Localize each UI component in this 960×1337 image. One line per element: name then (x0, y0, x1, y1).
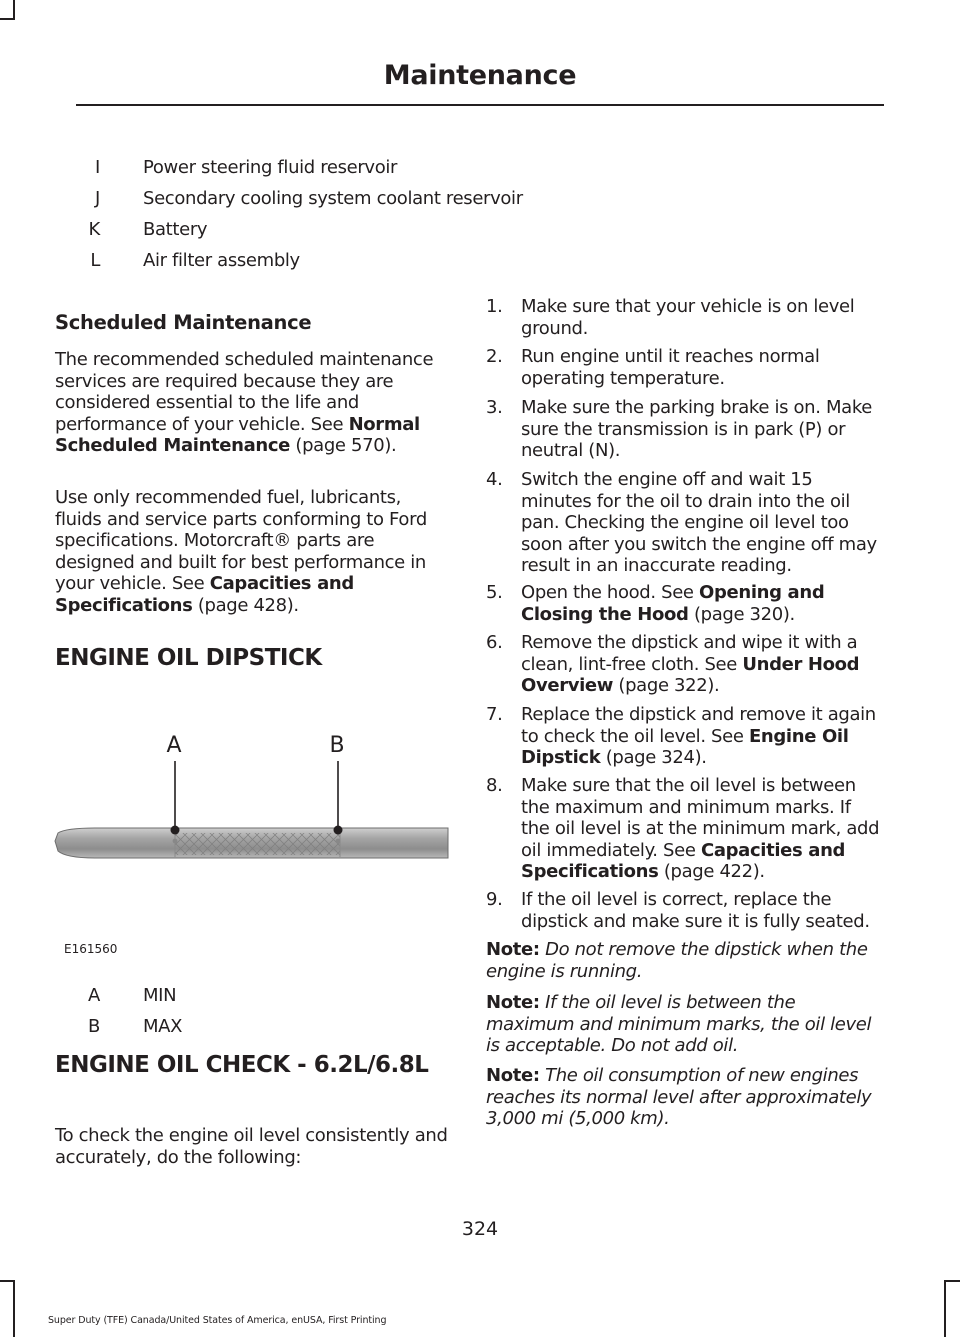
legend-key: I (95, 157, 100, 178)
step-number: 5. (486, 582, 503, 603)
legend-key: B (88, 1016, 100, 1037)
step-number: 9. (486, 889, 503, 910)
header-divider (76, 104, 884, 106)
callout-a: A (166, 733, 182, 758)
note-label: Note: (486, 939, 540, 960)
footer-text: Super Duty (TFE) Canada/United States of America, enUSA, First Printing (48, 1315, 387, 1326)
step-text (521, 775, 882, 883)
list-item (486, 582, 882, 625)
step-number: 8. (486, 775, 503, 796)
page-reference: (page 324). (600, 747, 707, 768)
legend-key: L (90, 250, 100, 271)
list-item (486, 346, 882, 389)
step-body: Replace the dipstick and remove it again to check the oil level. See (521, 704, 876, 747)
legend-label: MAX (143, 1016, 183, 1037)
engine-oil-dipstick-heading: ENGINE OIL DIPSTICK (55, 645, 322, 671)
page-number: 324 (461, 1218, 499, 1240)
legend-label: Air filter assembly (143, 250, 300, 271)
callout-b: B (329, 733, 345, 758)
list-item (486, 889, 882, 932)
engine-oil-dipstick-link[interactable]: Engine Oil Dipstick (521, 725, 849, 768)
crop-mark-bottom-right (944, 1280, 946, 1337)
note (486, 939, 882, 982)
note-text: If the oil level is between the maximum and minimum marks, the oil level is acceptable. Do not add oil. (486, 992, 872, 1056)
legend-label: Power steering fluid reservoir (143, 157, 398, 178)
note (486, 1065, 882, 1130)
paragraph-text: Use only recommended fuel, lubricants, fluids and service parts conforming to Ford specifications. Motorcraft® parts are designed and built for best performance in your vehicle. See (55, 487, 427, 594)
list-item (486, 469, 882, 577)
list-item (486, 296, 882, 339)
step-number: 4. (486, 469, 503, 490)
step-text (521, 704, 882, 769)
step-number: 7. (486, 704, 503, 725)
step-text: Make sure that your vehicle is on level ground. (521, 296, 855, 339)
normal-scheduled-maintenance-link[interactable]: Normal Scheduled Maintenance (55, 413, 420, 456)
min-mark-dot (171, 826, 180, 835)
legend-label: Secondary cooling system coolant reservoir (143, 188, 523, 209)
step-body: Make sure that the oil level is between the maximum and minimum marks. If the oil level is at the minimum mark, add oil immediately. See (521, 775, 880, 861)
crop-mark-top-left (0, 18, 15, 20)
capacities-specifications-link[interactable]: Capacities and Specifications (55, 573, 354, 616)
step-text: Switch the engine off and wait 15 minutes for the oil to drain into the oil pan. Checking the engine oil level too soon after you switch the engine off may result in an inaccurate reading. (521, 469, 877, 576)
legend-label: MIN (143, 985, 177, 1006)
legend-key: A (88, 985, 100, 1006)
legend-key: J (95, 188, 100, 209)
page-reference: (page 320). (688, 603, 795, 625)
dipstick-figure (50, 700, 455, 965)
step-body: Open the hood. See (521, 582, 700, 603)
dipstick-illustration (50, 700, 455, 965)
scheduled-maintenance-heading: Scheduled Maintenance (55, 311, 312, 334)
note-label: Note: (486, 1065, 540, 1086)
page-title: Maintenance (383, 60, 577, 91)
step-number: 1. (486, 296, 503, 317)
legend-key: K (88, 219, 100, 240)
capacities-specifications-link[interactable]: Capacities and Specifications (521, 839, 846, 882)
opening-closing-hood-link[interactable]: Opening and Closing the Hood (521, 582, 825, 625)
step-text (521, 632, 882, 697)
step-text: If the oil level is correct, replace the dipstick and make sure it is fully seated. (521, 889, 870, 932)
step-text: Run engine until it reaches normal operating temperature. (521, 346, 820, 389)
note (486, 992, 882, 1057)
crosshatch-zone (175, 833, 340, 855)
crop-mark-bottom-right (944, 1280, 960, 1282)
step-text: Make sure the parking brake is on. Make sure the transmission is in park (P) or neutral (N). (521, 397, 872, 461)
note-text: The oil consumption of new engines reaches its normal level after approximately 3,000 mi (5,000 km). (486, 1065, 872, 1129)
note-text: Do not remove the dipstick when the engine is running. (486, 939, 868, 982)
step-number: 2. (486, 346, 503, 367)
list-item (486, 775, 882, 883)
step-number: 3. (486, 397, 503, 418)
engine-oil-check-heading: ENGINE OIL CHECK - 6.2L/6.8L (55, 1052, 429, 1078)
scheduled-paragraph-2 (55, 487, 451, 616)
legend-label: Battery (143, 219, 208, 240)
page-reference: (page 428). (192, 594, 299, 616)
under-hood-overview-link[interactable]: Under Hood Overview (521, 653, 860, 696)
max-mark-dot (334, 826, 343, 835)
list-item (486, 397, 882, 462)
step-number: 6. (486, 632, 503, 653)
note-label: Note: (486, 992, 540, 1013)
crop-mark-bottom-left (13, 1280, 15, 1337)
engine-oil-check-intro: To check the engine oil level consistently and accurately, do the following: (55, 1125, 448, 1168)
crop-mark-top-left (13, 0, 15, 18)
list-item (486, 632, 882, 697)
page-reference: (page 570). (290, 435, 397, 456)
page-reference: (page 422). (658, 861, 765, 882)
scheduled-paragraph-1 (55, 349, 451, 457)
step-text (521, 582, 882, 625)
list-item (486, 704, 882, 769)
page-reference: (page 322). (613, 675, 720, 696)
crop-mark-bottom-left (0, 1280, 15, 1282)
step-body: Remove the dipstick and wipe it with a clean, lint-free cloth. See (521, 632, 858, 675)
figure-id: E161560 (64, 942, 118, 956)
paragraph-text: The recommended scheduled maintenance services are required because they are considered essential to the life and performance of your vehicle. See (55, 349, 434, 435)
